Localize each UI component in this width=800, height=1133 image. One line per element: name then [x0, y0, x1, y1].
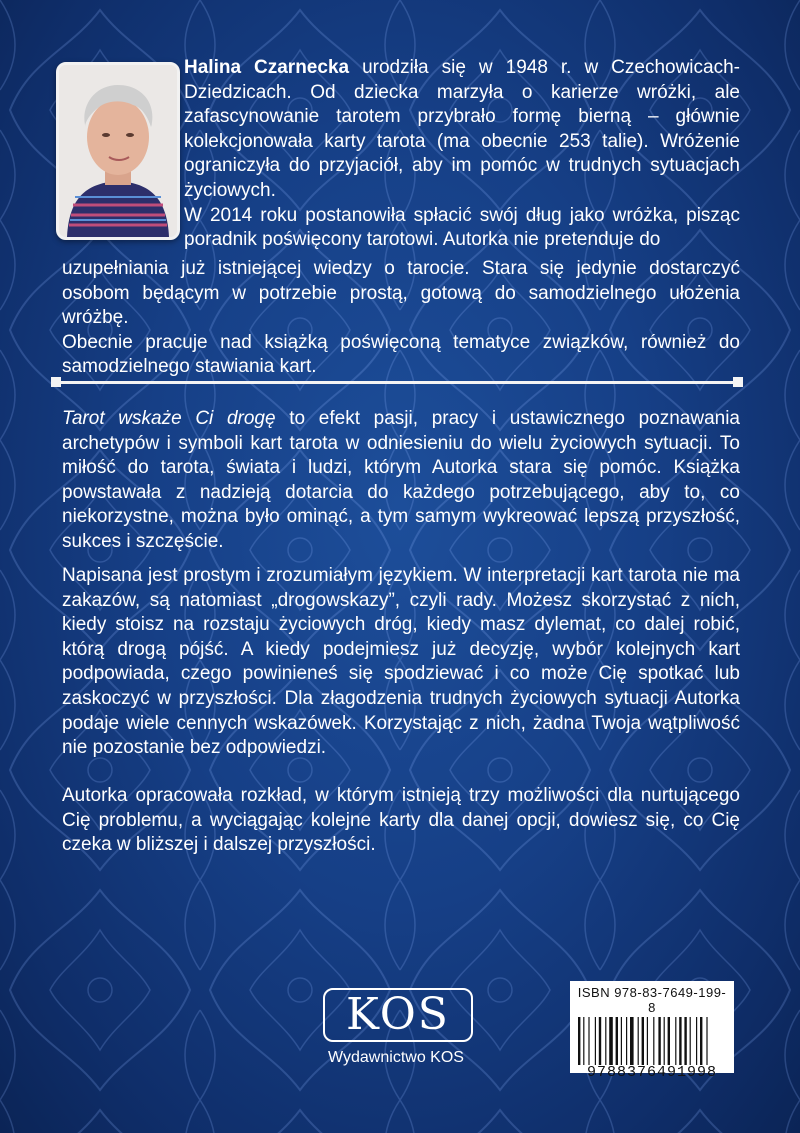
barcode-bar [679, 1017, 681, 1065]
barcode-bar [616, 1017, 618, 1065]
description-paragraph-3 [62, 784, 740, 858]
barcode-bar [626, 1017, 627, 1065]
barcode-bar [647, 1017, 648, 1065]
barcode-bar [675, 1017, 676, 1065]
book-title: Tarot wskaże Ci drogę [62, 408, 276, 429]
publisher-name: Wydawnictwo KOS [328, 1049, 464, 1066]
barcode-bar [642, 1017, 644, 1065]
barcode-bar [630, 1017, 634, 1065]
barcode-bars [576, 1017, 728, 1065]
author-photo [56, 62, 180, 240]
barcode-number: 9788376491998 [586, 1064, 718, 1081]
author-bio-intro [184, 56, 740, 253]
barcode-bar [578, 1017, 580, 1065]
description-p3-text: Autorka opracowała rozkład, w którym istnieją trzy możliwości dla nurtującego Cię problemu, a wyciągając kolejne karty dla danej opcji, dowiesz się, co Cię czeka w bliższej i dalszej przyszłości. [62, 785, 740, 856]
author-bio-text: urodziła się w 1948 r. w Czechowicach-Dziedzicach. Od dziecka marzyła o karierze wróżki, ale zafascynowanie tarotem przybrało formę bierną – głównie kolekcjonowała karty tarota (ma obecnie 253 talie). Wróżenie ograniczyła do przyjaciół, aby im pomóc w trudnych sytuacjach życiowych. [184, 57, 740, 201]
publisher-logo: KOS [323, 988, 473, 1042]
barcode-bar [664, 1017, 665, 1065]
description-paragraph-2 [62, 564, 740, 761]
barcode-bar [583, 1017, 584, 1065]
description-p1-text: to efekt pasji, pracy i ustawicznego poznawania archetypów i symboli kart tarota w odniesieniu do wielu życiowych sytuacji. To miłość do tarota, świata i ludzi, którym Autorka stara się pomóc. Książka powstawała z nadzieją dotarcia do każdego potrzebującego, aby to, co niekorzystne, można było ominąć, a tym samym wykreować lepszą przyszłość, sukces i szczęście. [62, 408, 740, 552]
author-portrait-illustration [59, 65, 177, 237]
author-bio-p3: Obecnie pracuje nad książką poświęconą tematyce związków, również do samodzielnego stawiania kart. [62, 331, 740, 378]
barcode-bar [605, 1017, 606, 1065]
barcode-bar [588, 1017, 589, 1065]
section-divider [56, 381, 738, 384]
barcode-bar [684, 1017, 686, 1065]
barcode-bar [696, 1017, 697, 1065]
barcode-bar [658, 1017, 660, 1065]
barcode-bar [700, 1017, 702, 1065]
isbn-barcode [570, 981, 734, 1081]
barcode-bar [621, 1017, 622, 1065]
description-paragraph-1 [62, 407, 740, 555]
barcode-bar [668, 1017, 670, 1065]
author-bio-p2-start: W 2014 roku postanowiła spłacić swój dług jako wróżka, pisząc poradnik poświęcony tarotowi. Autorka nie pretenduje do [184, 204, 740, 251]
barcode-bar [599, 1017, 601, 1065]
author-name: Halina Czarnecka [184, 57, 350, 78]
barcode-bar [595, 1017, 596, 1065]
author-bio-p2-end: uzupełniania już istniejącej wiedzy o tarocie. Stara się jedynie dostarczyć osobom będącym w potrzebie prostą, gotową do samodzielnego ułożenia wróżbę. [62, 258, 740, 329]
barcode-bar [638, 1017, 639, 1065]
isbn-label: ISBN 978-83-7649-199-8 [577, 985, 727, 1015]
barcode-bar [690, 1017, 691, 1065]
author-bio-continued [62, 257, 740, 380]
description-p2-text: Napisana jest prostym i zrozumiałym językiem. W interpretacji kart tarota nie ma zakazów, są natomiast „drogowskazy”, czyli rady. Możesz skorzystać z nich, kiedy stoisz na rozstaju życiowych dróg, kiedy masz dylemat, co dalej robić, którą drogą pójść. A kiedy podejmiesz już decyzję, wybór kolejnych kart podpowiada, czego powinieneś się spodziewać i co może Cię spotkać lub zaskoczyć w przyszłości. Dla złagodzenia trudnych życiowych sytuacji Autorka podaje wiele cennych wskazówek. Korzystając z nich, żadna Twoja wątpliwość nie pozostanie bez odpowiedzi. [62, 565, 740, 759]
barcode-bar [609, 1017, 613, 1065]
barcode-bar [706, 1017, 707, 1065]
barcode-bar [653, 1017, 654, 1065]
